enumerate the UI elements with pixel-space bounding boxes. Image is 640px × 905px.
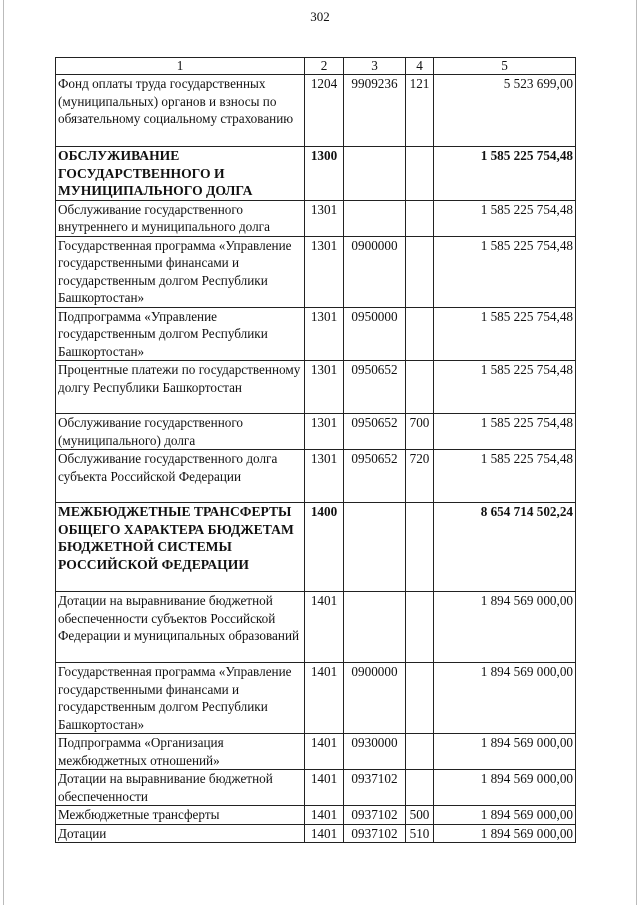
row-name-cell: Фонд оплаты труда государственных (муниципальных) органов и взносы по обязательному социальному страхованию: [56, 75, 305, 147]
row-section-cell: 1301: [305, 414, 344, 450]
row-program-cell: 0930000: [344, 734, 406, 770]
table-row: [56, 770, 576, 806]
table-row: [56, 450, 576, 503]
scan-edge-left: [3, 0, 4, 905]
table-row: [56, 200, 576, 236]
row-name-cell: Межбюджетные трансферты: [56, 806, 305, 825]
row-amount-cell: 1 585 225 754,48: [434, 200, 576, 236]
row-amount-cell: 1 894 569 000,00: [434, 734, 576, 770]
row-name-cell: Дотации: [56, 824, 305, 843]
table-row: [56, 236, 576, 307]
table-row: [56, 75, 576, 147]
row-amount-cell: 1 894 569 000,00: [434, 663, 576, 734]
row-section-cell: 1400: [305, 503, 344, 592]
row-program-cell: 0937102: [344, 806, 406, 825]
row-program-cell: 0937102: [344, 770, 406, 806]
row-program-cell: [344, 200, 406, 236]
row-type-cell: [406, 503, 434, 592]
row-program-cell: 0950652: [344, 361, 406, 414]
row-section-cell: 1301: [305, 450, 344, 503]
row-section-cell: 1301: [305, 200, 344, 236]
row-program-cell: 0950000: [344, 307, 406, 361]
row-type-cell: [406, 361, 434, 414]
row-type-cell: [406, 770, 434, 806]
row-type-cell: [406, 147, 434, 201]
header-cell-name: 1: [56, 58, 305, 75]
row-section-cell: 1401: [305, 770, 344, 806]
row-section-cell: 1204: [305, 75, 344, 147]
row-type-cell: 500: [406, 806, 434, 825]
row-type-cell: [406, 236, 434, 307]
row-section-cell: 1401: [305, 663, 344, 734]
table-row: [56, 307, 576, 361]
row-amount-cell: 5 523 699,00: [434, 75, 576, 147]
row-amount-cell: 8 654 714 502,24: [434, 503, 576, 592]
row-program-cell: [344, 592, 406, 663]
row-program-cell: 0950652: [344, 414, 406, 450]
row-name-cell: Дотации на выравнивание бюджетной обеспеченности: [56, 770, 305, 806]
row-section-cell: 1401: [305, 806, 344, 825]
row-name-cell: Подпрограмма «Организация межбюджетных отношений»: [56, 734, 305, 770]
header-cell-amount: 5: [434, 58, 576, 75]
row-program-cell: 0900000: [344, 663, 406, 734]
row-name-cell: МЕЖБЮДЖЕТНЫЕ ТРАНСФЕРТЫ ОБЩЕГО ХАРАКТЕРА БЮДЖЕТАМ БЮДЖЕТНОЙ СИСТЕМЫ РОССИЙСКОЙ ФЕДЕРАЦИИ: [56, 503, 305, 592]
table-row: [56, 503, 576, 592]
table-row: [56, 663, 576, 734]
budget-table: [55, 57, 576, 843]
row-type-cell: [406, 734, 434, 770]
row-type-cell: 700: [406, 414, 434, 450]
header-cell-section: 2: [305, 58, 344, 75]
row-type-cell: [406, 200, 434, 236]
row-program-cell: [344, 503, 406, 592]
row-section-cell: 1401: [305, 824, 344, 843]
row-program-cell: [344, 147, 406, 201]
table-row: [56, 824, 576, 843]
row-type-cell: 121: [406, 75, 434, 147]
row-amount-cell: 1 585 225 754,48: [434, 414, 576, 450]
row-section-cell: 1300: [305, 147, 344, 201]
row-name-cell: Дотации на выравнивание бюджетной обеспеченности субъектов Российской Федерации и муниципальных образований: [56, 592, 305, 663]
row-name-cell: Обслуживание государственного долга субъекта Российской Федерации: [56, 450, 305, 503]
row-amount-cell: 1 894 569 000,00: [434, 592, 576, 663]
row-name-cell: Государственная программа «Управление государственными финансами и государственным долгом Республики Башкортостан»: [56, 663, 305, 734]
page-number: 302: [310, 9, 330, 24]
row-type-cell: 510: [406, 824, 434, 843]
row-amount-cell: 1 585 225 754,48: [434, 307, 576, 361]
header-cell-program: 3: [344, 58, 406, 75]
scan-edge-right: [636, 0, 637, 905]
row-program-cell: 0900000: [344, 236, 406, 307]
row-amount-cell: 1 894 569 000,00: [434, 824, 576, 843]
row-name-cell: Обслуживание государственного внутреннего и муниципального долга: [56, 200, 305, 236]
row-amount-cell: 1 585 225 754,48: [434, 450, 576, 503]
table-row: [56, 592, 576, 663]
row-section-cell: 1401: [305, 734, 344, 770]
row-section-cell: 1301: [305, 307, 344, 361]
row-type-cell: [406, 307, 434, 361]
row-amount-cell: 1 585 225 754,48: [434, 361, 576, 414]
row-amount-cell: 1 894 569 000,00: [434, 770, 576, 806]
row-program-cell: 0950652: [344, 450, 406, 503]
table-row: [56, 147, 576, 201]
row-amount-cell: 1 585 225 754,48: [434, 147, 576, 201]
table-row: [56, 361, 576, 414]
row-section-cell: 1301: [305, 361, 344, 414]
table-row: [56, 734, 576, 770]
row-program-cell: 9909236: [344, 75, 406, 147]
row-program-cell: 0937102: [344, 824, 406, 843]
row-amount-cell: 1 894 569 000,00: [434, 806, 576, 825]
row-type-cell: [406, 663, 434, 734]
row-amount-cell: 1 585 225 754,48: [434, 236, 576, 307]
table-header-row: [56, 58, 576, 75]
table-row: [56, 806, 576, 825]
row-section-cell: 1401: [305, 592, 344, 663]
row-name-cell: Государственная программа «Управление государственными финансами и государственным долгом Республики Башкортостан»: [56, 236, 305, 307]
header-cell-type: 4: [406, 58, 434, 75]
table-row: [56, 414, 576, 450]
row-name-cell: Обслуживание государственного (муниципального) долга: [56, 414, 305, 450]
row-name-cell: ОБСЛУЖИВАНИЕ ГОСУДАРСТВЕННОГО И МУНИЦИПАЛЬНОГО ДОЛГА: [56, 147, 305, 201]
row-section-cell: 1301: [305, 236, 344, 307]
row-name-cell: Подпрограмма «Управление государственным долгом Республики Башкортостан»: [56, 307, 305, 361]
row-name-cell: Процентные платежи по государственному долгу Республики Башкортостан: [56, 361, 305, 414]
row-type-cell: [406, 592, 434, 663]
row-type-cell: 720: [406, 450, 434, 503]
